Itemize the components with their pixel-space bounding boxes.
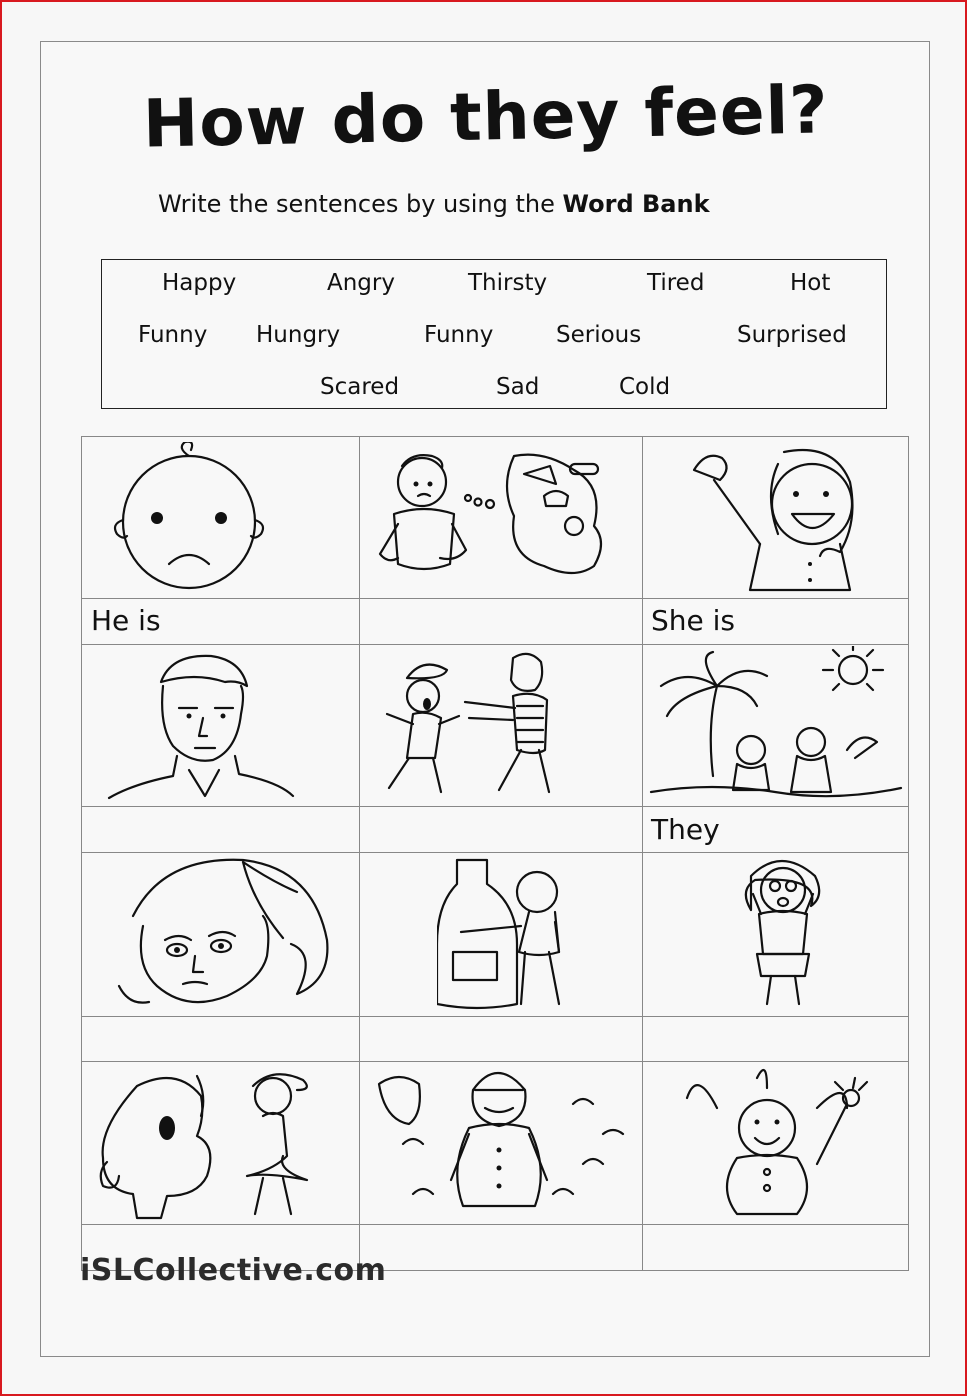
word-bank-word: Hungry	[256, 322, 341, 348]
grid-line	[81, 806, 909, 807]
tired-woman-icon	[113, 856, 333, 1012]
instructions-bold: Word Bank	[562, 190, 710, 218]
word-bank-word: Angry	[327, 270, 395, 296]
hungry-boy-icon	[374, 444, 624, 594]
grid-line	[908, 436, 909, 1271]
sentence-starter: They	[651, 813, 720, 846]
word-bank	[101, 259, 887, 409]
sentence-starter: He is	[91, 604, 161, 637]
picture-grid	[81, 436, 909, 1271]
word-bank-word: Hot	[790, 270, 831, 296]
word-bank-word: Thirsty	[468, 270, 548, 296]
cold-man-icon	[373, 1064, 635, 1222]
grid-line	[81, 436, 82, 1271]
funny-jester-icon	[667, 1068, 879, 1224]
sad-face-icon	[109, 442, 274, 594]
word-bank-word: Surprised	[737, 322, 847, 348]
grid-line	[81, 852, 909, 853]
word-bank-word: Scared	[320, 374, 400, 400]
surprised-woman-icon	[727, 856, 839, 1012]
angry-rhino-icon	[87, 1066, 339, 1222]
grid-line	[81, 1224, 909, 1225]
word-bank-word: Cold	[619, 374, 671, 400]
grid-line	[81, 1061, 909, 1062]
worksheet-title: How do they feel?	[142, 71, 830, 163]
thirsty-boy-icon	[437, 856, 577, 1012]
word-bank-word: Serious	[556, 322, 642, 348]
word-bank-word: Funny	[138, 322, 208, 348]
watermark: iSLCollective.com	[80, 1253, 387, 1288]
grid-line	[81, 1016, 909, 1017]
word-bank-word: Tired	[647, 270, 705, 296]
word-bank-word: Happy	[162, 270, 237, 296]
grid-line	[359, 436, 360, 1271]
instructions	[158, 190, 710, 218]
serious-man-icon	[103, 652, 303, 802]
word-bank-word: Funny	[424, 322, 494, 348]
grid-line	[642, 436, 643, 1271]
instructions-text: Write the sentences by using the	[158, 190, 563, 218]
sentence-starter: She is	[651, 604, 736, 637]
grid-line	[81, 436, 909, 437]
hot-beach-icon	[647, 646, 905, 802]
happy-girl-icon	[684, 442, 884, 594]
word-bank-word: Sad	[496, 374, 540, 400]
grid-line	[81, 644, 909, 645]
scared-explorer-icon	[363, 648, 593, 800]
grid-line	[81, 598, 909, 599]
